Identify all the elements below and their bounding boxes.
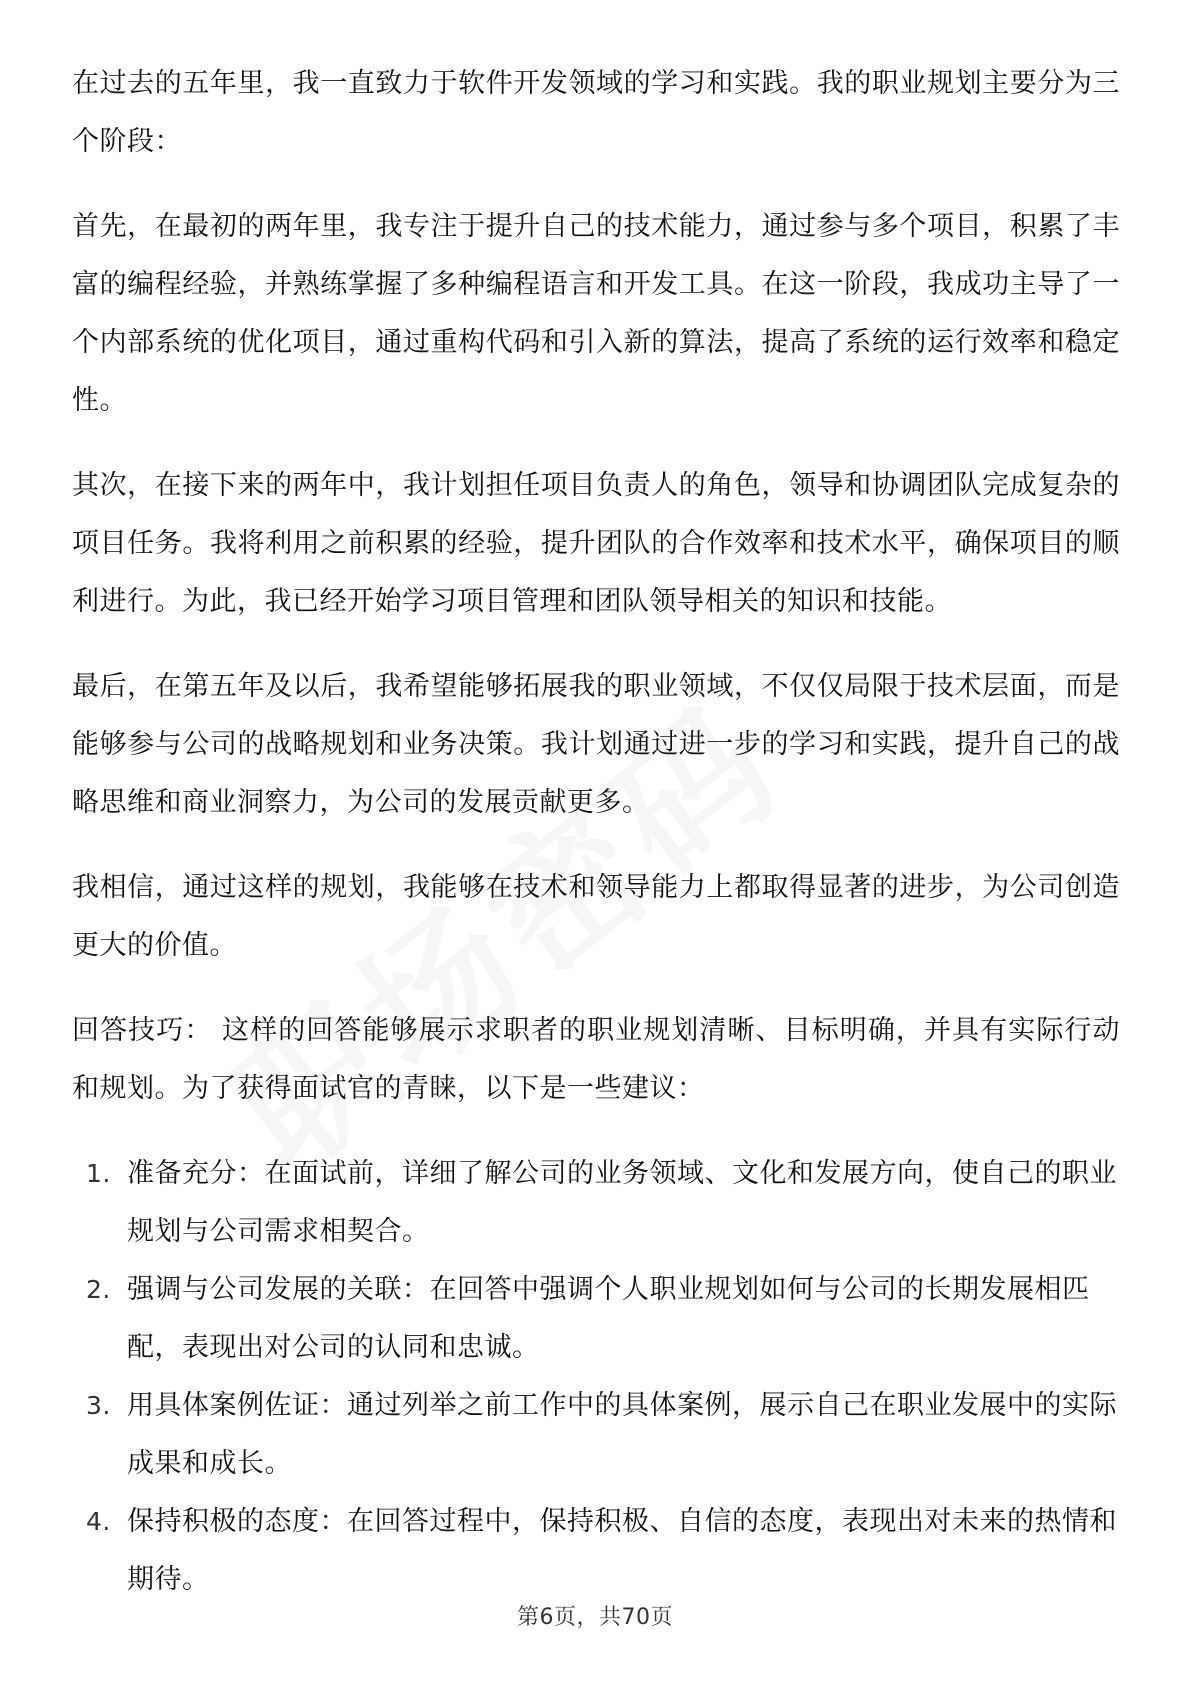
list-item-text: 保持积极的态度：在回答过程中，保持积极、自信的态度，表现出对未来的热情和期待。 xyxy=(127,1506,1117,1595)
list-item-number: 4. xyxy=(86,1507,111,1536)
list-item xyxy=(72,1261,1120,1377)
document-body xyxy=(72,55,1120,1609)
paragraph-stage-one: 首先，在最初的两年里，我专注于提升自己的技术能力，通过参与多个项目，积累了丰富的编程经验，并熟练掌握了多种编程语言和开发工具。在这一阶段，我成功主导了一个内部系统的优化项目，通过重构代码和引入新的算法，提高了系统的运行效率和稳定性。 xyxy=(72,211,1120,416)
list-item-number: 1. xyxy=(86,1159,111,1188)
list-item-text: 强调与公司发展的关联：在回答中强调个人职业规划如何与公司的长期发展相匹配，表现出对公司的认同和忠诚。 xyxy=(127,1274,1090,1363)
tips-list xyxy=(72,1145,1120,1609)
list-item-number: 2. xyxy=(86,1275,111,1304)
paragraph-conclusion: 我相信，通过这样的规划，我能够在技术和领导能力上都取得显著的进步，为公司创造更大的价值。 xyxy=(72,872,1120,961)
page-number-footer: 第6页，共70页 xyxy=(517,1605,673,1630)
list-item-text: 准备充分：在面试前，详细了解公司的业务领域、文化和发展方向，使自己的职业规划与公司需求相契合。 xyxy=(127,1158,1117,1247)
list-item xyxy=(72,1493,1120,1609)
paragraph-answer-tips: 回答技巧： 这样的回答能够展示求职者的职业规划清晰、目标明确，并具有实际行动和规划。为了获得面试官的青睐，以下是一些建议： xyxy=(72,1015,1120,1104)
paragraph-stage-three: 最后，在第五年及以后，我希望能够拓展我的职业领域，不仅仅局限于技术层面，而是能够参与公司的战略规划和业务决策。我计划通过进一步的学习和实践，提升自己的战略思维和商业洞察力，为公司的发展贡献更多。 xyxy=(72,671,1120,818)
list-item xyxy=(72,1377,1120,1493)
list-item-number: 3. xyxy=(86,1391,111,1420)
list-item xyxy=(72,1145,1120,1261)
paragraph-intro: 在过去的五年里，我一直致力于软件开发领域的学习和实践。我的职业规划主要分为三个阶段： xyxy=(72,68,1120,157)
paragraph-stage-two: 其次，在接下来的两年中，我计划担任项目负责人的角色，领导和协调团队完成复杂的项目任务。我将利用之前积累的经验，提升团队的合作效率和技术水平，确保项目的顺利进行。为此，我已经开始学习项目管理和团队领导相关的知识和技能。 xyxy=(72,470,1120,617)
list-item-text: 用具体案例佐证：通过列举之前工作中的具体案例，展示自己在职业发展中的实际成果和成长。 xyxy=(127,1390,1117,1479)
